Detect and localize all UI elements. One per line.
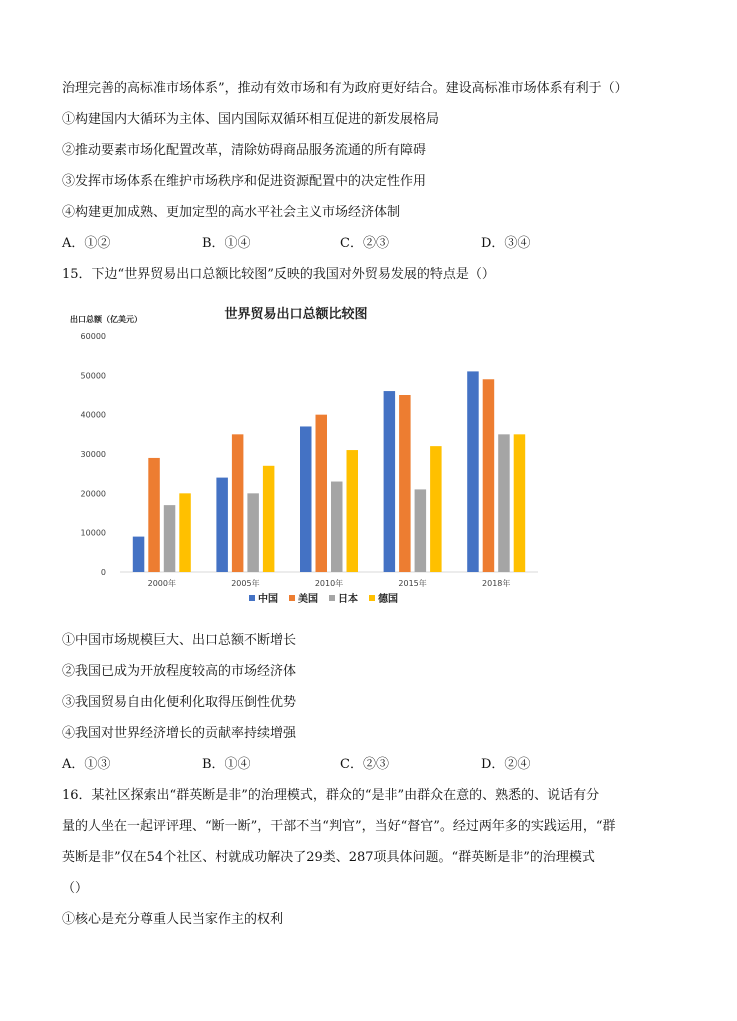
q16-line-2: 量的人坐在一起评评理、“断一断”，干部不当“判官”，当好“督官”。经过两年多的实践运用，“群 — [62, 819, 616, 834]
q15-stem: 15．下边“世界贸易出口总额比较图”反映的我国对外贸易发展的特点是（） — [62, 267, 495, 282]
q14-option-b: B．①④ — [202, 236, 251, 251]
bar-美国-2015年 — [399, 395, 411, 572]
q14-option-a: A．①② — [62, 236, 111, 251]
q15-option-a: A．①③ — [62, 757, 111, 772]
export-comparison-chart — [62, 296, 562, 616]
bar-美国-2000年 — [148, 458, 160, 572]
bar-日本-2005年 — [247, 493, 259, 572]
chart-title: 世界贸易出口总额比较图 — [224, 307, 368, 322]
legend-label-美国: 美国 — [298, 594, 318, 605]
q15-item-3: ③我国贸易自由化便利化取得压倒性优势 — [62, 695, 297, 710]
bar-中国-2000年 — [133, 537, 145, 572]
bar-美国-2005年 — [232, 434, 244, 572]
y-tick-label: 50000 — [80, 371, 106, 381]
x-tick-label: 2000年 — [147, 579, 176, 588]
legend-swatch-德国 — [369, 595, 375, 601]
legend-label-德国: 德国 — [378, 594, 398, 605]
q15-item-2: ②我国已成为开放程度较高的市场经济体 — [62, 664, 297, 679]
bar-中国-2015年 — [384, 391, 396, 572]
q14-option-d: D．③④ — [481, 236, 531, 251]
y-tick-label: 20000 — [80, 489, 106, 499]
q15-item-1: ①中国市场规模巨大、出口总额不断增长 — [62, 633, 297, 648]
q15-option-d: D．②④ — [481, 757, 531, 772]
chart-legend — [249, 592, 398, 605]
bar-中国-2018年 — [467, 371, 479, 572]
bar-日本-2015年 — [415, 489, 427, 572]
y-tick-label: 40000 — [80, 410, 106, 420]
q14-item-2: ②推动要素市场化配置改革，清除妨碍商品服务流通的所有障碍 — [62, 143, 427, 158]
x-tick-label: 2015年 — [398, 579, 427, 588]
q16-line-1: 16．某社区探索出“群英断是非”的治理模式，群众的“是非”由群众在意的、熟悉的、说话有分 — [62, 788, 600, 803]
x-tick-label: 2005年 — [231, 579, 260, 588]
chart-bars — [133, 371, 525, 572]
bar-美国-2010年 — [316, 415, 328, 572]
q15-option-c: C．②③ — [340, 757, 389, 772]
y-tick-label: 60000 — [80, 332, 106, 341]
q14-item-3: ③发挥市场体系在维护市场秩序和促进资源配置中的决定性作用 — [62, 174, 427, 189]
chart-x-ticks — [148, 578, 511, 588]
chart-y-axis-label: 出口总额（亿美元） — [70, 315, 142, 324]
q16-line-3: 英断是非”仅在54个社区、村就成功解决了29类、287项具体问题。“群英断是非”的治理模式 — [62, 850, 595, 865]
q15-option-b: B．①④ — [202, 757, 251, 772]
legend-label-中国: 中国 — [258, 594, 278, 605]
q14-item-1: ①构建国内大循环为主体、国内国际双循环相互促进的新发展格局 — [62, 112, 440, 127]
bar-德国-2010年 — [347, 450, 359, 572]
bar-德国-2018年 — [514, 434, 526, 572]
y-tick-label: 0 — [100, 568, 106, 577]
bar-日本-2018年 — [498, 434, 510, 572]
q15-item-4: ④我国对世界经济增长的贡献率持续增强 — [62, 726, 297, 741]
q16-line-4: （） — [62, 881, 89, 896]
y-tick-label: 30000 — [80, 450, 106, 459]
q14-option-c: C．②③ — [340, 236, 389, 251]
legend-swatch-美国 — [289, 595, 295, 601]
bar-中国-2005年 — [216, 478, 228, 572]
bar-德国-2000年 — [179, 493, 191, 572]
bar-中国-2010年 — [300, 426, 312, 572]
q14-item-4: ④构建更加成熟、更加定型的高水平社会主义市场经济体制 — [62, 205, 401, 220]
legend-swatch-日本 — [329, 595, 335, 601]
x-tick-label: 2010年 — [314, 579, 344, 588]
legend-label-日本: 日本 — [338, 594, 358, 605]
bar-日本-2010年 — [331, 482, 343, 572]
chart-y-ticks — [81, 332, 106, 577]
bar-美国-2018年 — [483, 379, 495, 572]
y-tick-label: 10000 — [80, 528, 106, 538]
q14-stem: 治理完善的高标准市场体系”，推动有效市场和有为政府更好结合。建设高标准市场体系有利于（） — [62, 81, 628, 96]
bar-德国-2005年 — [263, 466, 275, 572]
bar-德国-2015年 — [430, 446, 442, 572]
x-tick-label: 2018年 — [482, 579, 511, 588]
legend-swatch-中国 — [249, 595, 255, 601]
bar-日本-2000年 — [164, 505, 176, 572]
q16-item-1: ①核心是充分尊重人民当家作主的权利 — [62, 912, 284, 927]
